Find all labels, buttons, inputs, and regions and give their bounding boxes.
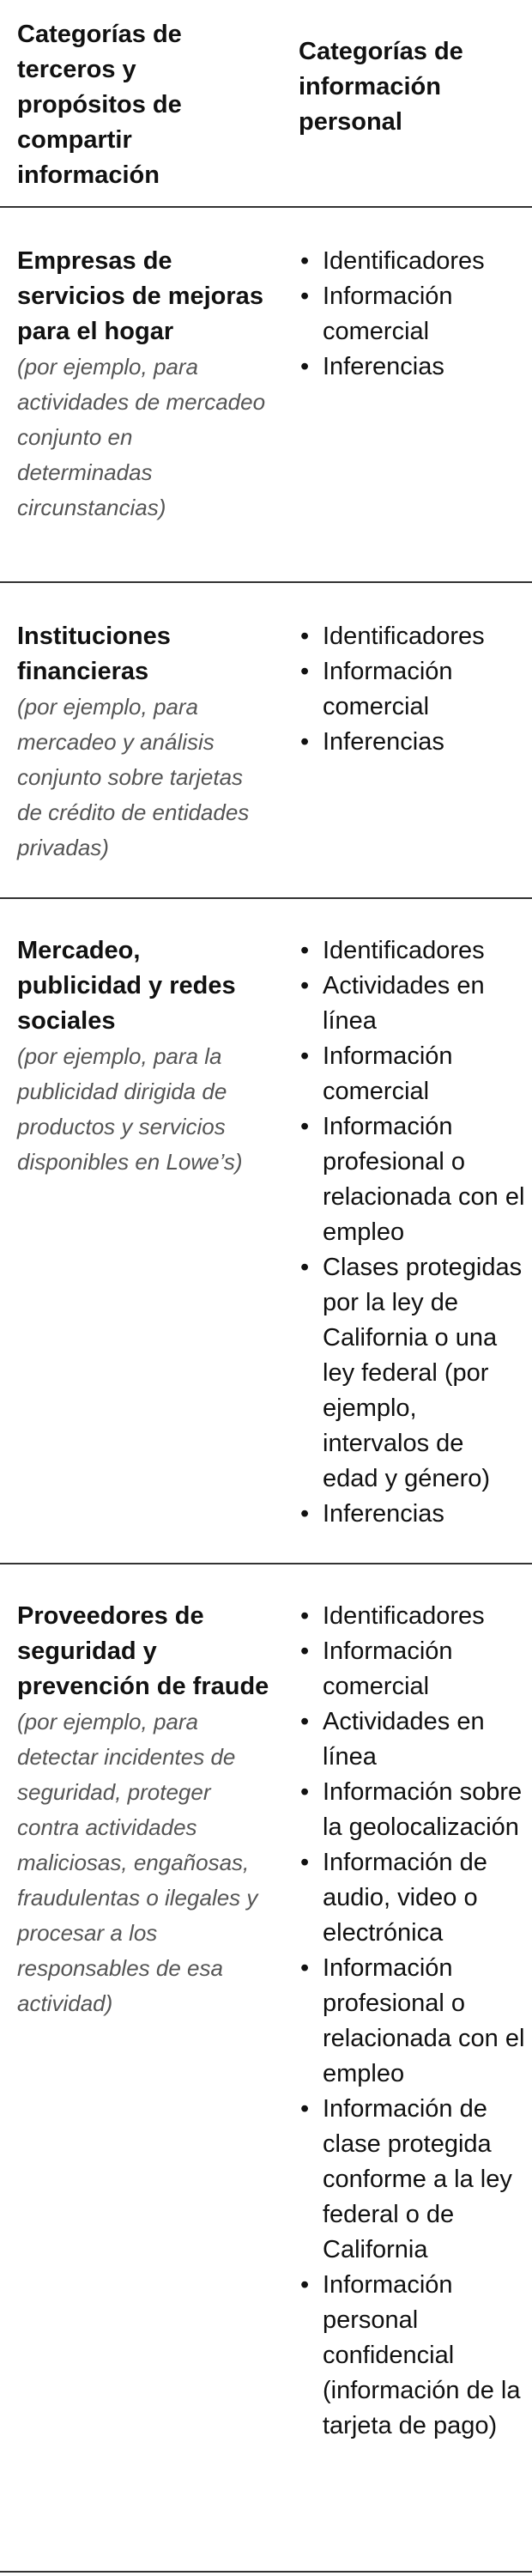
list-item-text: Inferencias bbox=[323, 1500, 444, 1528]
bullet-icon: • bbox=[300, 1849, 310, 1876]
header-personal-info-label: Categorías de información personal bbox=[299, 38, 463, 136]
table-row bbox=[0, 583, 532, 899]
list-item-text: Información comercial bbox=[323, 658, 453, 720]
list-item-text: Información comercial bbox=[323, 283, 453, 345]
list-item-text: Identificadores bbox=[323, 247, 485, 275]
header-cell-third-parties bbox=[0, 0, 283, 206]
bullet-icon: • bbox=[300, 1708, 310, 1735]
info-categories-cell bbox=[283, 1564, 532, 2571]
list-item-text: Identificadores bbox=[323, 1602, 485, 1630]
bullet-icon: • bbox=[300, 972, 310, 999]
category-title: Proveedores de seguridad y prevención de fraude bbox=[17, 1602, 269, 1700]
list-item bbox=[299, 1039, 525, 1109]
list-item bbox=[299, 1704, 525, 1775]
list-item bbox=[299, 619, 525, 654]
info-list bbox=[299, 619, 525, 760]
bullet-icon: • bbox=[300, 1113, 310, 1140]
list-item bbox=[299, 1634, 525, 1704]
bullet-icon: • bbox=[300, 1637, 310, 1665]
list-item bbox=[299, 933, 525, 969]
bullet-icon: • bbox=[300, 623, 310, 650]
list-item bbox=[299, 2092, 525, 2268]
list-item-text: Clases protegidas por la ley de California o una ley federal (por ejemplo, intervalos de edad y género) bbox=[323, 1254, 523, 1492]
info-list bbox=[299, 933, 525, 1532]
bullet-icon: • bbox=[300, 1500, 310, 1528]
third-party-cell bbox=[0, 583, 283, 897]
list-item-text: Inferencias bbox=[323, 728, 444, 756]
list-item bbox=[299, 1845, 525, 1951]
list-item-text: Identificadores bbox=[323, 937, 485, 964]
bullet-icon: • bbox=[300, 728, 310, 756]
list-item-text: Información de audio, video o electrónica bbox=[323, 1849, 487, 1947]
list-item-text: Actividades en línea bbox=[323, 972, 485, 1035]
list-item-text: Información profesional o relacionada con el empleo bbox=[323, 1954, 525, 2087]
list-item bbox=[299, 1951, 525, 2092]
list-item bbox=[299, 1497, 525, 1532]
bullet-icon: • bbox=[300, 658, 310, 685]
list-item-text: Inferencias bbox=[323, 353, 444, 380]
category-description: (por ejemplo, para detectar incidentes de seguridad, proteger contra actividades maliciosas, engañosas, fraudulentas o ilegales y procesar a los responsables de esa actividad) bbox=[17, 1709, 258, 2016]
list-item bbox=[299, 1599, 525, 1634]
bullet-icon: • bbox=[300, 247, 310, 275]
header-cell-personal-info bbox=[283, 0, 532, 206]
list-item-text: Información comercial bbox=[323, 1637, 453, 1700]
list-item-text: Actividades en línea bbox=[323, 1708, 485, 1771]
bullet-icon: • bbox=[300, 937, 310, 964]
bullet-icon: • bbox=[300, 1042, 310, 1070]
table-row bbox=[0, 208, 532, 583]
header-third-parties-label: Categorías de terceros y propósitos de compartir información bbox=[17, 21, 182, 189]
info-categories-cell bbox=[283, 583, 532, 897]
category-title: Empresas de servicios de mejoras para el hogar bbox=[17, 247, 263, 345]
category-title: Instituciones financieras bbox=[17, 623, 171, 685]
table-header-row bbox=[0, 0, 532, 208]
list-item bbox=[299, 349, 525, 385]
list-item-text: Información de clase protegida conforme a la ley federal o de California bbox=[323, 2095, 512, 2263]
list-item-text: Información sobre la geolocalización bbox=[323, 1778, 523, 1841]
category-description: (por ejemplo, para actividades de mercadeo conjunto en determinadas circunstancias) bbox=[17, 354, 266, 520]
info-categories-cell bbox=[283, 899, 532, 1563]
info-categories-cell bbox=[283, 208, 532, 581]
list-item bbox=[299, 1109, 525, 1250]
list-item bbox=[299, 969, 525, 1039]
list-item bbox=[299, 2268, 525, 2444]
bullet-icon: • bbox=[300, 1602, 310, 1630]
third-party-cell bbox=[0, 899, 283, 1563]
category-description: (por ejemplo, para mercadeo y análisis conjunto sobre tarjetas de crédito de entidades privadas) bbox=[17, 694, 250, 860]
list-item bbox=[299, 244, 525, 279]
bullet-icon: • bbox=[300, 1254, 310, 1281]
table-row bbox=[0, 899, 532, 1564]
bullet-icon: • bbox=[300, 1954, 310, 1982]
bullet-icon: • bbox=[300, 2271, 310, 2299]
list-item-text: Identificadores bbox=[323, 623, 485, 650]
list-item bbox=[299, 279, 525, 349]
category-title: Mercadeo, publicidad y redes sociales bbox=[17, 937, 236, 1035]
list-item-text: Información profesional o relacionada con el empleo bbox=[323, 1113, 525, 1246]
third-party-cell bbox=[0, 1564, 283, 2571]
bullet-icon: • bbox=[300, 2095, 310, 2123]
third-party-cell bbox=[0, 208, 283, 581]
list-item bbox=[299, 654, 525, 725]
info-list bbox=[299, 244, 525, 385]
info-list bbox=[299, 1599, 525, 2444]
bullet-icon: • bbox=[300, 353, 310, 380]
bullet-icon: • bbox=[300, 283, 310, 310]
list-item-text: Información personal confidencial (información de la tarjeta de pago) bbox=[323, 2271, 521, 2439]
list-item-text: Información comercial bbox=[323, 1042, 453, 1105]
list-item bbox=[299, 1775, 525, 1845]
category-description: (por ejemplo, para la publicidad dirigida de productos y servicios disponibles en Lowe’s) bbox=[17, 1043, 243, 1175]
list-item bbox=[299, 725, 525, 760]
bullet-icon: • bbox=[300, 1778, 310, 1806]
list-item bbox=[299, 1250, 525, 1497]
table-row bbox=[0, 1564, 532, 2573]
